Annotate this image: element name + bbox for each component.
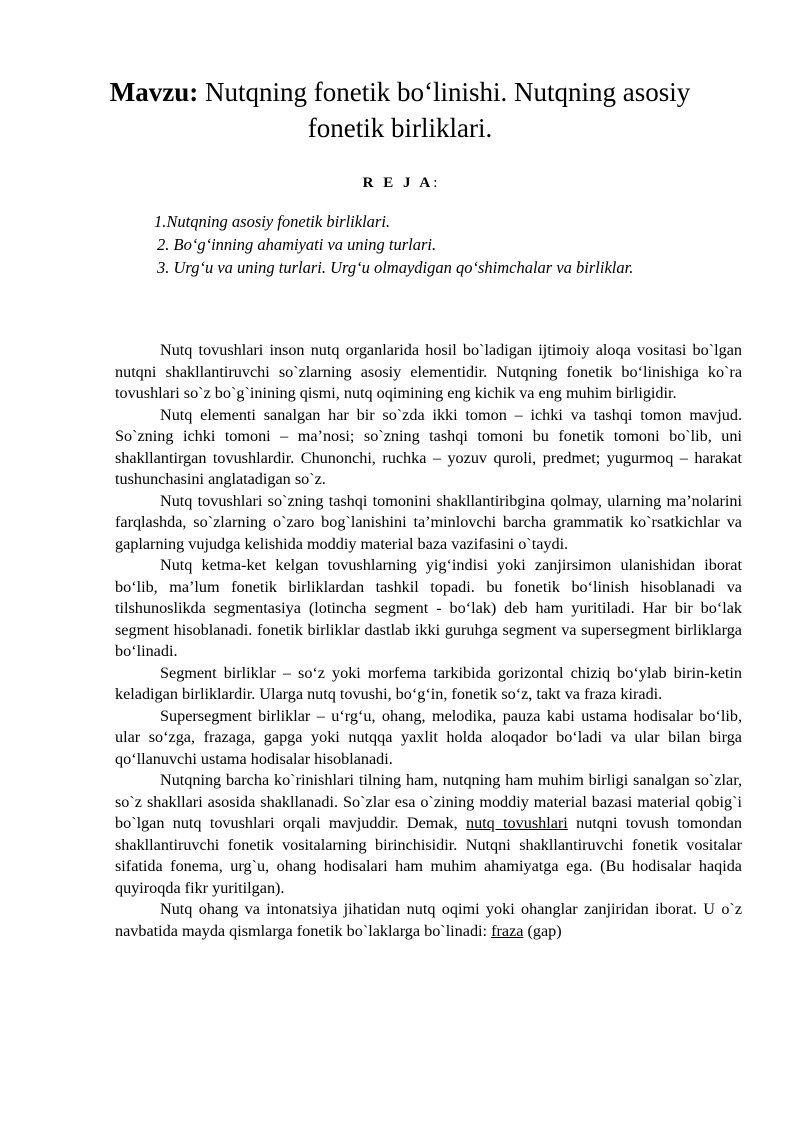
title-label: Mavzu: [109, 77, 199, 107]
underlined-term: fraza [491, 921, 524, 940]
plan-list [154, 210, 754, 279]
plan-item: 2. Bo‘g‘inning ahamiyati va uning turlari. [157, 235, 437, 254]
document-title [100, 74, 700, 146]
paragraph: Segment birliklar – so‘z yoki morfema tarkibida gorizontal chiziq bo‘ylab birin-ketin keladigan birliklardir. Ularga nutq tovushi, bo‘g‘in, fonetik so‘z, takt va fraza kiradi. [115, 663, 742, 703]
plan-heading-colon: : [433, 175, 438, 191]
paragraph [115, 899, 742, 942]
paragraph [115, 770, 742, 899]
paragraph: Nutq tovushlari inson nutq organlarida hosil bo`ladigan ijtimoiy aloqa vositasi bo`lgan nutqni shakllantiruvchi so`zlarning asosiy elementidir. Nutqning fonetik bo‘linishiga ko`ra tovushlari so`z bo`g`inining qismi, nutq oqimining eng kichik va eng muhim birligidir. [115, 341, 742, 402]
plan-heading-label: R E J A [362, 175, 434, 191]
paragraph: Nutq ketma-ket kelgan tovushlarning yig‘indisi yoki zanjirsimon ulanishidan iborat bo‘lib, ma’lum fonetik birliklardan tashkil topadi. bu fonetik bo‘linish hisoblanadi va tilshunoslikda segmentasiya (lotincha segment - bo‘lak) deb ham yuritiladi. Har bir bo‘lak segment hisoblanadi. fonetik birliklar dastlab ikki guruhga segment va supersegment birliklarga bo‘linadi. [115, 556, 742, 660]
paragraph: Nutq elementi sanalgan har bir so`zda ikki tomon – ichki va tashqi tomon mavjud. So`zning ichki tomoni – ma’nosi; so`zning tashqi tomoni bu fonetik tomoni bo`lib, uni shakllantirgan tovushlardir. Chunonchi, ruchka – yozuv quroli, predmet; yugurmoq – harakat tushunchasini anglatadigan so`z. [115, 405, 742, 488]
paragraph-text: (gap) [523, 921, 562, 940]
paragraph: Nutq tovushlari so`zning tashqi tomonini shakllantiribgina qolmay, ularning ma’nolarini farqlashda, so`zlarning o`zaro bog`lanishini ta’minlovchi barcha grammatik ko`rsatkichlar va gaplarning vujudga kelishida moddiy material baza vazifasini o`taydi. [115, 491, 742, 553]
body-text [115, 340, 742, 942]
paragraph: Supersegment birliklar – u‘rg‘u, ohang, melodika, pauza kabi ustama hodisalar bo‘lib, ular so‘zga, frazaga, gapga yoki nutqqa yaxlit holda aloqador bo‘ladi va ular bilan birga qo‘llanuvchi ustama hodisalar hisoblanadi. [115, 706, 742, 768]
paragraph-text: nutqni tovush tomondan shakllantiruvchi fonetik vositalarning birinchisidir. Nutqni shakllantiruvchi fonetik vositalar sifatida fonema, urg`u, ohang hodisalari ham muhim ahamiyatga ega. (Bu hodisalar haqida quyiroqda fikr yuritilgan). [115, 814, 742, 897]
plan-item: 1.Nutqning asosiy fonetik birliklari. [154, 212, 391, 231]
paragraph-text: Nutqning barcha ko`rinishlari tilning ham, nutqning ham muhim birligi sanalgan so`zlar, so`z shakllari asosida shakllanadi. So`zlar esa o`zining moddiy material bazasi material qobig`i bo`lgan nutq tovushlari orqali mavjuddir. Demak, [115, 771, 742, 832]
plan-heading [0, 173, 800, 193]
paragraph-text: Nutq ohang va intonatsiya jihatidan nutq oqimi yoki ohanglar zanjiridan iborat. U o`z navbatida mayda qismlarga fonetik bo`laklarga bo`linadi: [115, 900, 742, 940]
title-text: Nutqning fonetik bo‘linishi. Nutqning asosiy fonetik birliklari. [198, 77, 691, 143]
underlined-term: nutq tovushlari [465, 814, 568, 832]
plan-item: 3. Urg‘u va uning turlari. Urg‘u olmaydigan qo‘shimchalar va birliklar. [157, 258, 634, 277]
